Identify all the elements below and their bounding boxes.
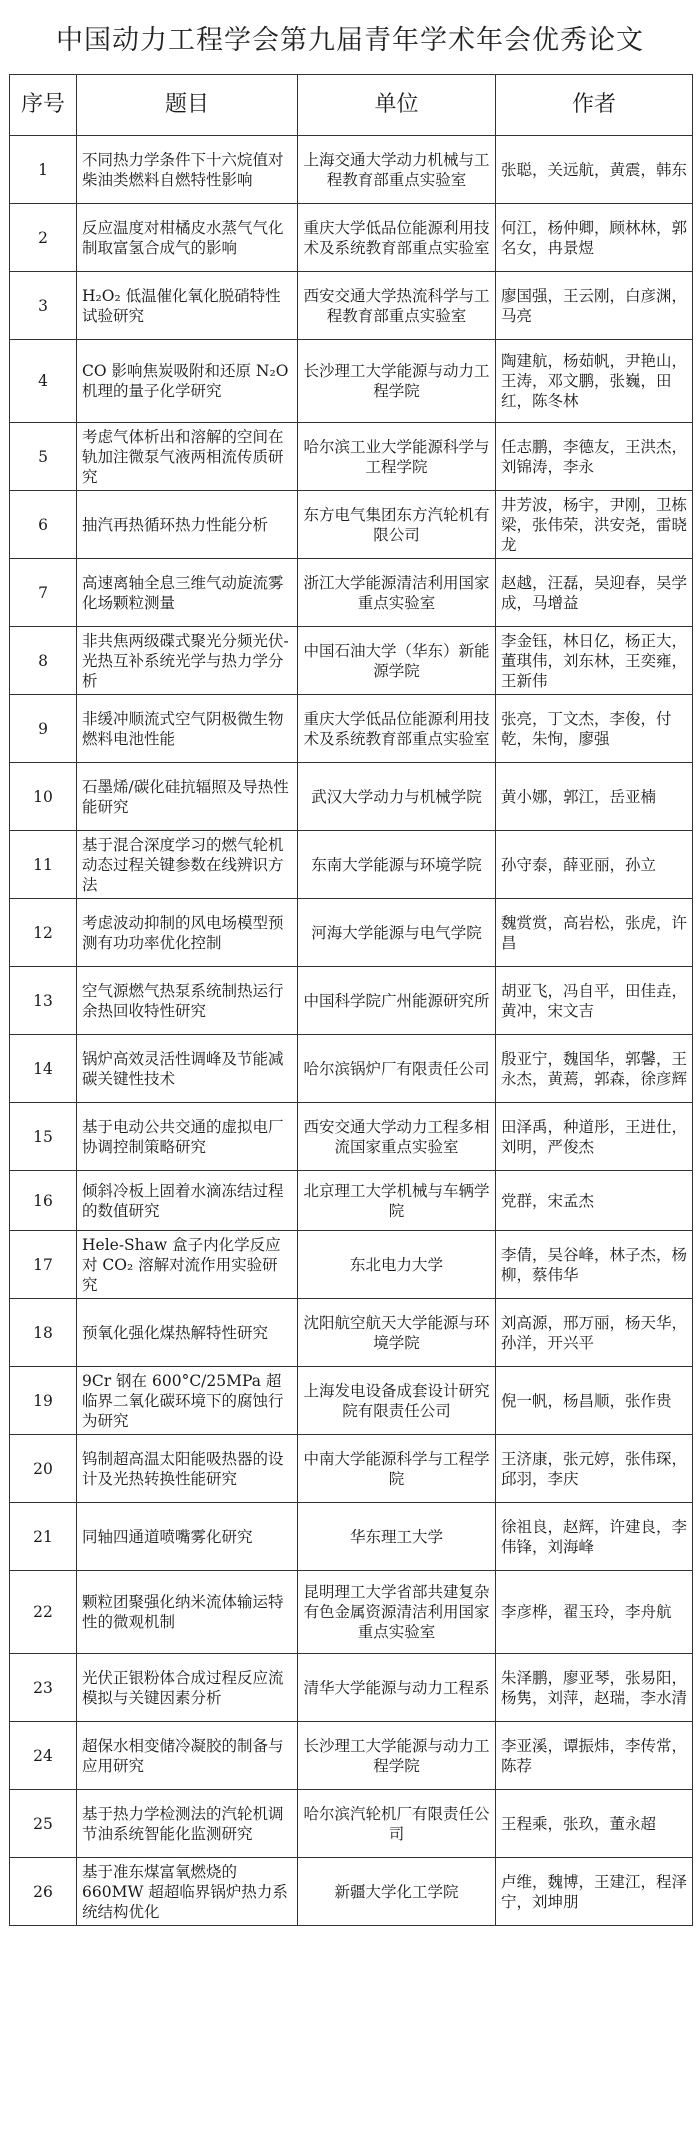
table-row: [10, 1231, 693, 1299]
paper-number: 8: [10, 627, 77, 695]
paper-number: 15: [10, 1103, 77, 1171]
paper-number: 20: [10, 1435, 77, 1503]
paper-authors: 刘高源，邢万丽，杨天华，孙洋，开兴平: [496, 1299, 693, 1367]
table-row: [10, 1035, 693, 1103]
paper-authors: 张聪，关远航，黄震，韩东: [496, 136, 693, 204]
paper-authors: 井芳波，杨宇，尹刚，卫栋梁，张伟荣，洪安尧，雷晓龙: [496, 491, 693, 559]
table-row: [10, 1367, 693, 1435]
paper-title: 超保水相变储冷凝胶的制备与应用研究: [77, 1722, 298, 1790]
paper-unit: 中国科学院广州能源研究所: [298, 967, 496, 1035]
paper-unit: 新疆大学化工学院: [298, 1858, 496, 1926]
paper-number: 26: [10, 1858, 77, 1926]
table-row: [10, 340, 693, 423]
paper-unit: 河海大学能源与电气学院: [298, 899, 496, 967]
paper-authors: 朱泽鹏，廖亚琴，张易阳，杨隽，刘萍，赵瑞，李水清: [496, 1654, 693, 1722]
paper-authors: 王程乘，张玖，董永超: [496, 1790, 693, 1858]
paper-number: 10: [10, 763, 77, 831]
paper-unit: 哈尔滨锅炉厂有限责任公司: [298, 1035, 496, 1103]
paper-title: 高速离轴全息三维气动旋流雾化场颗粒测量: [77, 559, 298, 627]
paper-unit: 武汉大学动力与机械学院: [298, 763, 496, 831]
paper-authors: 倪一帆，杨昌顺，张作贵: [496, 1367, 693, 1435]
table-row: [10, 627, 693, 695]
paper-unit: 中国石油大学（华东）新能源学院: [298, 627, 496, 695]
paper-unit: 东南大学能源与环境学院: [298, 831, 496, 899]
table-header: [10, 75, 693, 136]
paper-title: 颗粒团聚强化纳米流体输运特性的微观机制: [77, 1571, 298, 1654]
paper-unit: 浙江大学能源清洁利用国家重点实验室: [298, 559, 496, 627]
paper-title: Hele-Shaw 盒子内化学反应对 CO₂ 溶解对流作用实验研究: [77, 1231, 298, 1299]
paper-title: 基于热力学检测法的汽轮机调节油系统智能化监测研究: [77, 1790, 298, 1858]
table-row: [10, 695, 693, 763]
table-row: [10, 1722, 693, 1790]
paper-unit: 哈尔滨汽轮机厂有限责任公司: [298, 1790, 496, 1858]
table-row: [10, 1503, 693, 1571]
paper-authors: 张亮，丁文杰，李俊，付乾，朱恂，廖强: [496, 695, 693, 763]
paper-title: 非共焦两级碟式聚光分频光伏-光热互补系统光学与热力学分析: [77, 627, 298, 695]
paper-number: 7: [10, 559, 77, 627]
paper-title: H₂O₂ 低温催化氧化脱硝特性试验研究: [77, 272, 298, 340]
table-row: [10, 272, 693, 340]
paper-title: 反应温度对柑橘皮水蒸气气化制取富氢合成气的影响: [77, 204, 298, 272]
paper-authors: 田泽禹，种道彤，王进仕，刘明，严俊杰: [496, 1103, 693, 1171]
paper-title: 石墨烯/碳化硅抗辐照及导热性能研究: [77, 763, 298, 831]
paper-title: 钨制超高温太阳能吸热器的设计及光热转换性能研究: [77, 1435, 298, 1503]
table-body: [10, 136, 693, 1926]
paper-unit: 西安交通大学动力工程多相流国家重点实验室: [298, 1103, 496, 1171]
paper-unit: 哈尔滨工业大学能源科学与工程学院: [298, 423, 496, 491]
paper-number: 19: [10, 1367, 77, 1435]
paper-number: 25: [10, 1790, 77, 1858]
paper-title: 基于准东煤富氧燃烧的 660MW 超超临界锅炉热力系统结构优化: [77, 1858, 298, 1926]
column-header-title: 题目: [77, 75, 298, 136]
paper-title: 空气源燃气热泵系统制热运行余热回收特性研究: [77, 967, 298, 1035]
paper-authors: 任志鹏，李德友，王洪杰，刘锦涛，李永: [496, 423, 693, 491]
paper-title: 不同热力学条件下十六烷值对柴油类燃料自燃特性影响: [77, 136, 298, 204]
paper-title: 非缓冲顺流式空气阴极微生物燃料电池性能: [77, 695, 298, 763]
paper-authors: 殷亚宁，魏国华，郭馨，王永杰，黄蔫，郭森，徐彦辉: [496, 1035, 693, 1103]
paper-number: 22: [10, 1571, 77, 1654]
paper-authors: 卢维，魏博，王建江，程泽宁，刘坤朋: [496, 1858, 693, 1926]
paper-authors: 党群，宋孟杰: [496, 1171, 693, 1231]
paper-authors: 李金钰，林日亿，杨正大，董琪伟，刘东林，王奕雍，王新伟: [496, 627, 693, 695]
paper-number: 14: [10, 1035, 77, 1103]
table-row: [10, 1654, 693, 1722]
paper-number: 4: [10, 340, 77, 423]
table-row: [10, 1435, 693, 1503]
paper-authors: 徐祖良，赵辉，许建良，李伟锋，刘海峰: [496, 1503, 693, 1571]
paper-title: 9Cr 钢在 600°C/25MPa 超临界二氧化碳环境下的腐蚀行为研究: [77, 1367, 298, 1435]
paper-number: 1: [10, 136, 77, 204]
column-header-unit: 单位: [298, 75, 496, 136]
paper-title: 抽汽再热循环热力性能分析: [77, 491, 298, 559]
paper-number: 9: [10, 695, 77, 763]
paper-authors: 胡亚飞，冯自平，田佳垚，黄冲，宋文吉: [496, 967, 693, 1035]
paper-number: 23: [10, 1654, 77, 1722]
table-row: [10, 1858, 693, 1926]
paper-number: 17: [10, 1231, 77, 1299]
column-header-authors: 作者: [496, 75, 693, 136]
paper-unit: 西安交通大学热流科学与工程教育部重点实验室: [298, 272, 496, 340]
paper-unit: 清华大学能源与动力工程系: [298, 1654, 496, 1722]
paper-authors: 魏赏赏，高岩松，张虎，许昌: [496, 899, 693, 967]
table-row: [10, 491, 693, 559]
paper-title: 同轴四通道喷嘴雾化研究: [77, 1503, 298, 1571]
paper-title: 考虑波动抑制的风电场模型预测有功功率优化控制: [77, 899, 298, 967]
paper-number: 18: [10, 1299, 77, 1367]
paper-number: 5: [10, 423, 77, 491]
paper-unit: 昆明理工大学省部共建复杂有色金属资源清洁利用国家重点实验室: [298, 1571, 496, 1654]
paper-unit: 中南大学能源科学与工程学院: [298, 1435, 496, 1503]
table-row: [10, 204, 693, 272]
table-row: [10, 559, 693, 627]
paper-title: 基于电动公共交通的虚拟电厂协调控制策略研究: [77, 1103, 298, 1171]
paper-unit: 北京理工大学机械与车辆学院: [298, 1171, 496, 1231]
paper-title: 锅炉高效灵活性调峰及节能减碳关键性技术: [77, 1035, 298, 1103]
paper-authors: 廖国强，王云刚，白彦渊，马亮: [496, 272, 693, 340]
paper-title: 光伏正银粉体合成过程反应流模拟与关键因素分析: [77, 1654, 298, 1722]
paper-authors: 陶建航，杨茹帆，尹艳山，王涛，邓文鹏，张巍，田红，陈冬林: [496, 340, 693, 423]
paper-number: 6: [10, 491, 77, 559]
paper-number: 24: [10, 1722, 77, 1790]
paper-number: 12: [10, 899, 77, 967]
table-row: [10, 763, 693, 831]
paper-title: CO 影响焦炭吸附和还原 N₂O 机理的量子化学研究: [77, 340, 298, 423]
paper-title: 基于混合深度学习的燃气轮机动态过程关键参数在线辨识方法: [77, 831, 298, 899]
paper-authors: 何江，杨仲卿，顾林林，郭名女，冉景煜: [496, 204, 693, 272]
document-title: 中国动力工程学会第九届青年学术年会优秀论文: [56, 24, 644, 56]
paper-unit: 东北电力大学: [298, 1231, 496, 1299]
paper-authors: 李亚溪，谭振炜，李传常，陈荐: [496, 1722, 693, 1790]
table-row: [10, 831, 693, 899]
paper-authors: 孙守泰，薛亚丽，孙立: [496, 831, 693, 899]
table-row: [10, 1103, 693, 1171]
table-row: [10, 1571, 693, 1654]
paper-authors: 赵越，汪磊，吴迎春，吴学成，马增益: [496, 559, 693, 627]
paper-unit: 华东理工大学: [298, 1503, 496, 1571]
paper-authors: 王济康，张元婷，张伟琛，邱羽，李庆: [496, 1435, 693, 1503]
column-header-number: 序号: [10, 75, 77, 136]
table-row: [10, 1790, 693, 1858]
paper-unit: 沈阳航空航天大学能源与环境学院: [298, 1299, 496, 1367]
paper-unit: 东方电气集团东方汽轮机有限公司: [298, 491, 496, 559]
paper-unit: 上海发电设备成套设计研究院有限责任公司: [298, 1367, 496, 1435]
paper-title: 预氧化强化煤热解特性研究: [77, 1299, 298, 1367]
table-row: [10, 967, 693, 1035]
table-row: [10, 1299, 693, 1367]
paper-number: 2: [10, 204, 77, 272]
paper-number: 16: [10, 1171, 77, 1231]
paper-number: 11: [10, 831, 77, 899]
paper-unit: 长沙理工大学能源与动力工程学院: [298, 1722, 496, 1790]
table-row: [10, 136, 693, 204]
paper-title: 考虑气体析出和溶解的空间在轨加注微泵气液两相流传质研究: [77, 423, 298, 491]
paper-authors: 黄小娜，郭江，岳亚楠: [496, 763, 693, 831]
table-row: [10, 899, 693, 967]
paper-number: 13: [10, 967, 77, 1035]
paper-unit: 重庆大学低品位能源利用技术及系统教育部重点实验室: [298, 204, 496, 272]
award-table: [9, 74, 693, 1926]
paper-authors: 李倩，吴谷峰，林子杰，杨柳，蔡伟华: [496, 1231, 693, 1299]
paper-title: 倾斜冷板上固着水滴冻结过程的数值研究: [77, 1171, 298, 1231]
paper-unit: 重庆大学低品位能源利用技术及系统教育部重点实验室: [298, 695, 496, 763]
paper-unit: 长沙理工大学能源与动力工程学院: [298, 340, 496, 423]
paper-unit: 上海交通大学动力机械与工程教育部重点实验室: [298, 136, 496, 204]
paper-number: 3: [10, 272, 77, 340]
table-row: [10, 1171, 693, 1231]
table-row: [10, 423, 693, 491]
paper-authors: 李彦桦，翟玉玲，李舟航: [496, 1571, 693, 1654]
paper-number: 21: [10, 1503, 77, 1571]
